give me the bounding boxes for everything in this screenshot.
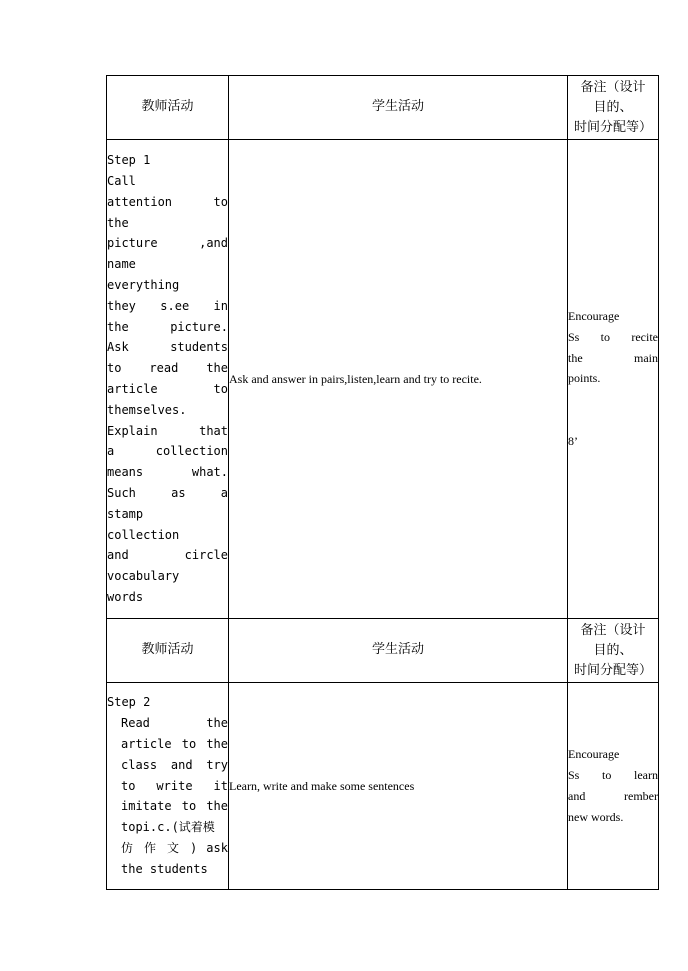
step2-note-text — [568, 744, 658, 827]
step1-text-line: means what. — [107, 465, 228, 480]
step1-student-cell: Ask and answer in pairs,listen,learn and try to recite. — [229, 140, 568, 619]
step1-note-line: Encourage — [568, 309, 620, 323]
step1-note-text — [568, 306, 658, 389]
step1-teacher-cell — [107, 140, 229, 619]
header-notes — [568, 76, 659, 140]
step1-text-line: themselves. — [107, 402, 187, 417]
step1-text-line: a collection — [107, 444, 228, 459]
step1-text-line: stamp — [107, 506, 144, 521]
step2-note-line: new words. — [568, 809, 624, 824]
step1-text-line: the — [107, 215, 129, 230]
header-row-2 — [107, 619, 659, 683]
step2-note-cell — [568, 683, 659, 890]
step1-text-line: collection — [107, 527, 180, 542]
step1-text-line: Explain that — [107, 423, 228, 438]
step2-teacher-text — [107, 713, 228, 879]
header-notes-line-3: 时间分配等） — [573, 119, 652, 135]
step1-text-line: article to — [107, 382, 228, 396]
header2-notes-line-1: 备注（设计 — [580, 622, 646, 638]
step2-text-line: 仿 作 文 ) ask — [121, 840, 228, 855]
header-notes-2 — [568, 619, 659, 683]
header-teacher-activity-2: 教师活动 — [107, 619, 229, 683]
step1-text-line: to read the — [107, 361, 228, 376]
header-student-activity-2: 学生活动 — [229, 619, 568, 683]
step1-row — [107, 140, 659, 619]
step2-title: Step 2 — [107, 695, 151, 710]
step1-note-cell — [568, 140, 659, 619]
lesson-plan-table — [106, 75, 659, 890]
step1-text-line: words — [107, 589, 144, 604]
step1-note-line: points. — [568, 371, 601, 386]
step1-note-line: the main — [568, 350, 658, 365]
step2-text-line: imitate to the — [121, 799, 228, 814]
step2-note-line: Ss to learn — [568, 768, 658, 783]
header2-notes-line-3: 时间分配等） — [573, 662, 652, 678]
step1-text-line: name — [107, 257, 136, 272]
header-student-activity: 学生活动 — [229, 76, 568, 140]
header2-notes-line-2: 目的、 — [593, 642, 633, 658]
header-notes-line-2: 目的、 — [593, 99, 633, 115]
step2-text-line: topi.c.(试着模 — [121, 820, 215, 835]
step1-text-line: Ask students — [107, 340, 228, 355]
step1-text-line: they s.ee in — [107, 298, 228, 313]
step1-title: Step 1 — [107, 153, 151, 168]
header-teacher-activity: 教师活动 — [107, 76, 229, 140]
step2-note-line: and rember — [568, 789, 658, 803]
step1-text-line: Such as a — [107, 485, 228, 500]
step1-note-line: Ss to recite — [568, 329, 658, 344]
step1-time: 8’ — [568, 434, 578, 449]
step2-row — [107, 683, 659, 890]
step1-text-line: the picture. — [107, 319, 228, 334]
step2-student-cell: Learn, write and make some sentences — [229, 683, 568, 890]
step2-text-line: article to the — [121, 737, 228, 751]
header-row-1 — [107, 76, 659, 140]
step2-text-line: the students — [121, 861, 208, 876]
step2-text-line: to write it — [121, 778, 228, 793]
step1-text-line: Call — [107, 174, 136, 189]
step2-text-line: Read the — [121, 716, 228, 731]
step2-note-line: Encourage — [568, 747, 620, 762]
step1-teacher-text — [107, 171, 228, 608]
step1-text-line: vocabulary — [107, 569, 180, 584]
step1-text-line: and circle — [107, 548, 228, 563]
step1-text-line: attention to — [107, 194, 228, 209]
step1-text-line: picture ,and — [107, 236, 228, 251]
header-notes-line-1: 备注（设计 — [580, 79, 646, 95]
step1-text-line: everything — [107, 278, 180, 293]
step2-text-line: class and try — [121, 757, 228, 772]
step2-teacher-cell — [107, 683, 229, 890]
